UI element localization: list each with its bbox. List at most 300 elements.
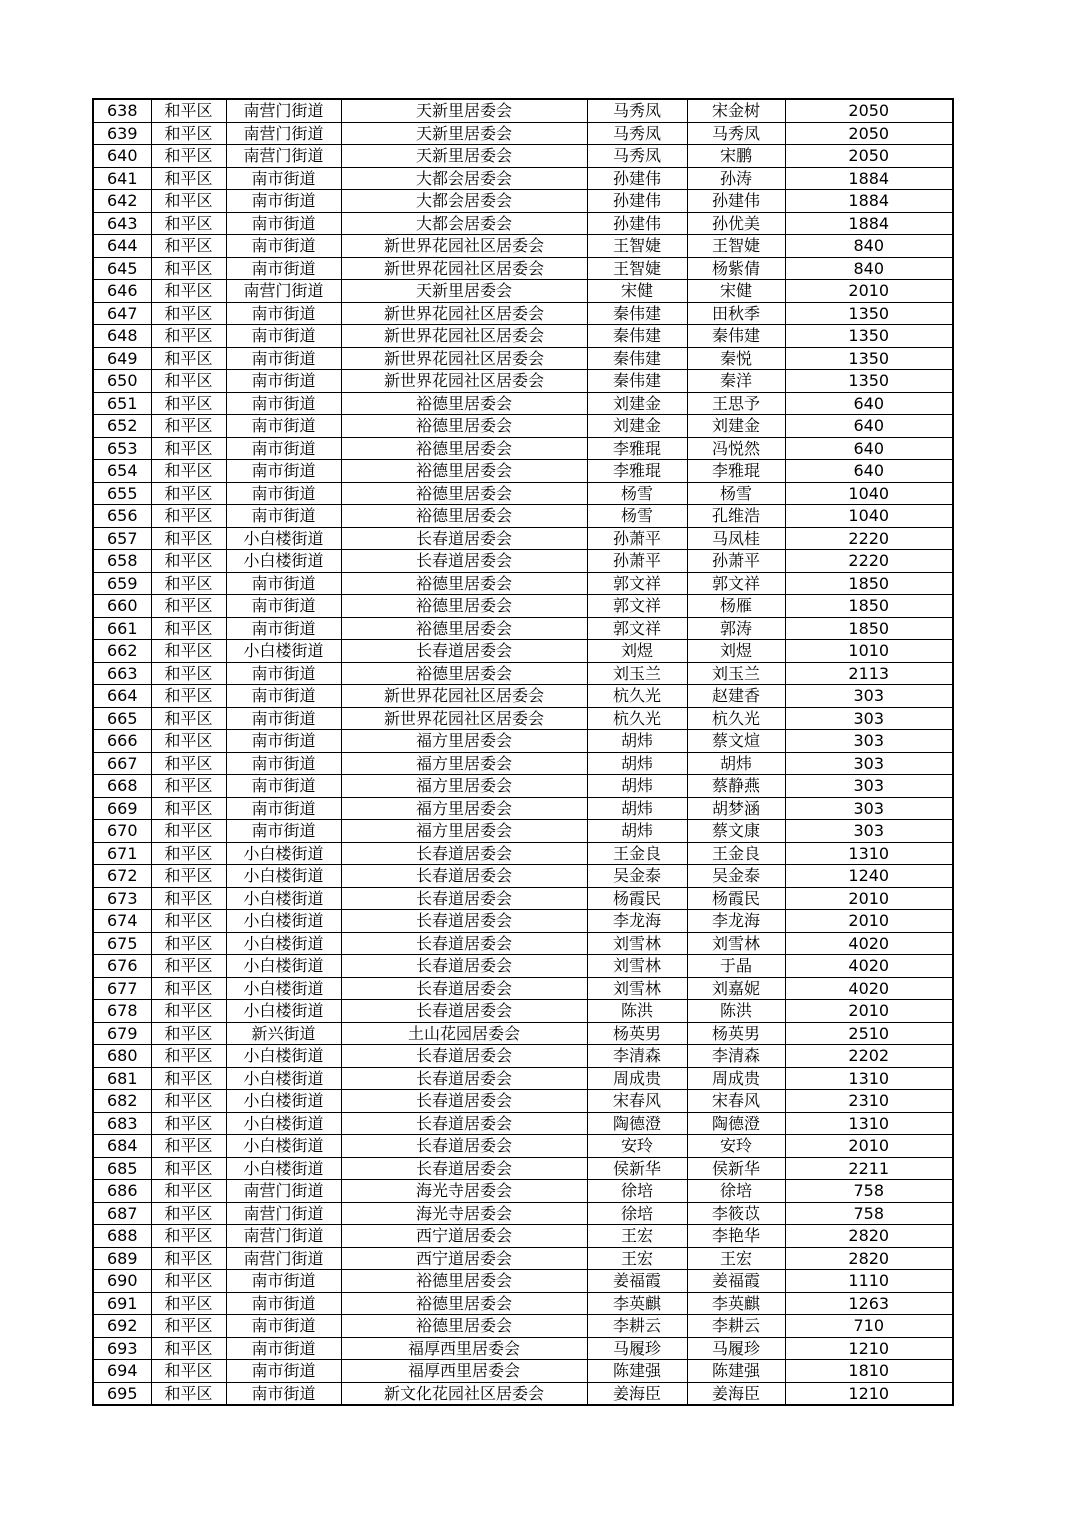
amount-cell: 1350 <box>785 302 953 325</box>
street-cell: 南市街道 <box>226 707 341 730</box>
street-cell: 小白楼街道 <box>226 955 341 978</box>
applicant-cell: 孙萧平 <box>587 527 687 550</box>
applicant-cell: 胡炜 <box>587 775 687 798</box>
member-cell: 杨霞民 <box>687 887 785 910</box>
row-number-cell: 639 <box>93 122 151 145</box>
applicant-cell: 宋健 <box>587 280 687 303</box>
member-cell: 姜海臣 <box>687 1382 785 1405</box>
amount-cell: 303 <box>785 797 953 820</box>
row-number-cell: 668 <box>93 775 151 798</box>
committee-cell: 新世界花园社区居委会 <box>341 257 587 280</box>
row-number-cell: 679 <box>93 1022 151 1045</box>
row-number-cell: 669 <box>93 797 151 820</box>
row-number-cell: 667 <box>93 752 151 775</box>
committee-cell: 长春道居委会 <box>341 887 587 910</box>
amount-cell: 758 <box>785 1202 953 1225</box>
applicant-cell: 王智婕 <box>587 257 687 280</box>
street-cell: 南市街道 <box>226 662 341 685</box>
table-row <box>93 595 953 618</box>
row-number-cell: 682 <box>93 1090 151 1113</box>
table-row <box>93 235 953 258</box>
amount-cell: 2050 <box>785 145 953 168</box>
applicant-cell: 陈洪 <box>587 1000 687 1023</box>
member-cell: 郭文祥 <box>687 572 785 595</box>
district-cell: 和平区 <box>151 910 226 933</box>
amount-cell: 840 <box>785 257 953 280</box>
amount-cell: 2211 <box>785 1157 953 1180</box>
applicant-cell: 秦伟建 <box>587 325 687 348</box>
member-cell: 李英麒 <box>687 1292 785 1315</box>
applicant-cell: 孙建伟 <box>587 212 687 235</box>
applicant-cell: 郭文祥 <box>587 572 687 595</box>
applicant-cell: 秦伟建 <box>587 370 687 393</box>
committee-cell: 西宁道居委会 <box>341 1225 587 1248</box>
district-cell: 和平区 <box>151 235 226 258</box>
row-number-cell: 680 <box>93 1045 151 1068</box>
street-cell: 南市街道 <box>226 730 341 753</box>
committee-cell: 福厚西里居委会 <box>341 1337 587 1360</box>
row-number-cell: 688 <box>93 1225 151 1248</box>
committee-cell: 福方里居委会 <box>341 775 587 798</box>
table-row <box>93 550 953 573</box>
committee-cell: 裕德里居委会 <box>341 437 587 460</box>
committee-cell: 长春道居委会 <box>341 865 587 888</box>
table-row <box>93 820 953 843</box>
amount-cell: 758 <box>785 1180 953 1203</box>
row-number-cell: 685 <box>93 1157 151 1180</box>
member-cell: 侯新华 <box>687 1157 785 1180</box>
row-number-cell: 687 <box>93 1202 151 1225</box>
member-cell: 蔡静燕 <box>687 775 785 798</box>
district-cell: 和平区 <box>151 1247 226 1270</box>
street-cell: 南市街道 <box>226 325 341 348</box>
district-cell: 和平区 <box>151 775 226 798</box>
district-cell: 和平区 <box>151 1000 226 1023</box>
committee-cell: 裕德里居委会 <box>341 662 587 685</box>
table-row <box>93 167 953 190</box>
member-cell: 王宏 <box>687 1247 785 1270</box>
row-number-cell: 663 <box>93 662 151 685</box>
street-cell: 小白楼街道 <box>226 910 341 933</box>
table-row <box>93 1202 953 1225</box>
member-cell: 李雅琨 <box>687 460 785 483</box>
street-cell: 南市街道 <box>226 752 341 775</box>
amount-cell: 1850 <box>785 595 953 618</box>
committee-cell: 裕德里居委会 <box>341 482 587 505</box>
amount-cell: 1310 <box>785 1067 953 1090</box>
street-cell: 小白楼街道 <box>226 550 341 573</box>
district-cell: 和平区 <box>151 662 226 685</box>
row-number-cell: 649 <box>93 347 151 370</box>
street-cell: 南营门街道 <box>226 1225 341 1248</box>
district-cell: 和平区 <box>151 1067 226 1090</box>
amount-cell: 2113 <box>785 662 953 685</box>
table-row <box>93 212 953 235</box>
district-cell: 和平区 <box>151 1022 226 1045</box>
applicant-cell: 刘建金 <box>587 392 687 415</box>
street-cell: 南营门街道 <box>226 99 341 122</box>
member-cell: 杨雪 <box>687 482 785 505</box>
row-number-cell: 664 <box>93 685 151 708</box>
street-cell: 南市街道 <box>226 572 341 595</box>
member-cell: 杭久光 <box>687 707 785 730</box>
applicant-cell: 杭久光 <box>587 707 687 730</box>
applicant-cell: 马履珍 <box>587 1337 687 1360</box>
district-cell: 和平区 <box>151 1157 226 1180</box>
member-cell: 田秋季 <box>687 302 785 325</box>
member-cell: 王金良 <box>687 842 785 865</box>
table-row <box>93 1315 953 1338</box>
row-number-cell: 689 <box>93 1247 151 1270</box>
table-row <box>93 617 953 640</box>
member-cell: 秦悦 <box>687 347 785 370</box>
amount-cell: 2010 <box>785 280 953 303</box>
amount-cell: 2310 <box>785 1090 953 1113</box>
committee-cell: 长春道居委会 <box>341 1045 587 1068</box>
applicant-cell: 李龙海 <box>587 910 687 933</box>
amount-cell: 2202 <box>785 1045 953 1068</box>
amount-cell: 2010 <box>785 887 953 910</box>
street-cell: 南市街道 <box>226 302 341 325</box>
street-cell: 南市街道 <box>226 1315 341 1338</box>
street-cell: 南营门街道 <box>226 1202 341 1225</box>
table-row <box>93 1045 953 1068</box>
table-row <box>93 122 953 145</box>
committee-cell: 西宁道居委会 <box>341 1247 587 1270</box>
committee-cell: 长春道居委会 <box>341 1135 587 1158</box>
committee-cell: 土山花园居委会 <box>341 1022 587 1045</box>
member-cell: 蔡文康 <box>687 820 785 843</box>
member-cell: 陶德澄 <box>687 1112 785 1135</box>
committee-cell: 裕德里居委会 <box>341 1292 587 1315</box>
amount-cell: 1884 <box>785 212 953 235</box>
row-number-cell: 672 <box>93 865 151 888</box>
applicant-cell: 秦伟建 <box>587 302 687 325</box>
table-body <box>93 99 953 1405</box>
committee-cell: 裕德里居委会 <box>341 1315 587 1338</box>
table-row <box>93 1382 953 1405</box>
applicant-cell: 宋春风 <box>587 1090 687 1113</box>
amount-cell: 2010 <box>785 1000 953 1023</box>
district-cell: 和平区 <box>151 460 226 483</box>
committee-cell: 长春道居委会 <box>341 640 587 663</box>
committee-cell: 裕德里居委会 <box>341 460 587 483</box>
row-number-cell: 643 <box>93 212 151 235</box>
district-cell: 和平区 <box>151 977 226 1000</box>
street-cell: 小白楼街道 <box>226 977 341 1000</box>
committee-cell: 新世界花园社区居委会 <box>341 302 587 325</box>
amount-cell: 1850 <box>785 617 953 640</box>
district-cell: 和平区 <box>151 752 226 775</box>
street-cell: 南市街道 <box>226 797 341 820</box>
district-cell: 和平区 <box>151 302 226 325</box>
district-cell: 和平区 <box>151 1337 226 1360</box>
row-number-cell: 656 <box>93 505 151 528</box>
row-number-cell: 644 <box>93 235 151 258</box>
committee-cell: 新世界花园社区居委会 <box>341 235 587 258</box>
applicant-cell: 王宏 <box>587 1247 687 1270</box>
applicant-cell: 李雅琨 <box>587 437 687 460</box>
district-cell: 和平区 <box>151 482 226 505</box>
district-cell: 和平区 <box>151 145 226 168</box>
table-row <box>93 347 953 370</box>
applicant-cell: 刘煜 <box>587 640 687 663</box>
applicant-cell: 胡炜 <box>587 797 687 820</box>
committee-cell: 大都会居委会 <box>341 190 587 213</box>
table-row <box>93 527 953 550</box>
row-number-cell: 653 <box>93 437 151 460</box>
street-cell: 小白楼街道 <box>226 842 341 865</box>
table-row <box>93 1180 953 1203</box>
applicant-cell: 郭文祥 <box>587 617 687 640</box>
member-cell: 吴金泰 <box>687 865 785 888</box>
district-cell: 和平区 <box>151 1112 226 1135</box>
table-row <box>93 662 953 685</box>
street-cell: 小白楼街道 <box>226 1112 341 1135</box>
applicant-cell: 姜福霞 <box>587 1270 687 1293</box>
district-cell: 和平区 <box>151 1045 226 1068</box>
member-cell: 孔维浩 <box>687 505 785 528</box>
member-cell: 李龙海 <box>687 910 785 933</box>
amount-cell: 640 <box>785 437 953 460</box>
district-cell: 和平区 <box>151 1225 226 1248</box>
row-number-cell: 659 <box>93 572 151 595</box>
district-cell: 和平区 <box>151 595 226 618</box>
member-cell: 李筱苡 <box>687 1202 785 1225</box>
table-row <box>93 392 953 415</box>
street-cell: 南市街道 <box>226 415 341 438</box>
member-cell: 周成贵 <box>687 1067 785 1090</box>
district-cell: 和平区 <box>151 572 226 595</box>
street-cell: 南市街道 <box>226 1270 341 1293</box>
committee-cell: 长春道居委会 <box>341 527 587 550</box>
member-cell: 王思予 <box>687 392 785 415</box>
amount-cell: 640 <box>785 460 953 483</box>
amount-cell: 710 <box>785 1315 953 1338</box>
table-row <box>93 257 953 280</box>
row-number-cell: 650 <box>93 370 151 393</box>
district-cell: 和平区 <box>151 257 226 280</box>
amount-cell: 2820 <box>785 1247 953 1270</box>
table-row <box>93 1292 953 1315</box>
street-cell: 南营门街道 <box>226 1180 341 1203</box>
row-number-cell: 665 <box>93 707 151 730</box>
district-cell: 和平区 <box>151 820 226 843</box>
district-cell: 和平区 <box>151 550 226 573</box>
street-cell: 南市街道 <box>226 617 341 640</box>
district-cell: 和平区 <box>151 1292 226 1315</box>
amount-cell: 1884 <box>785 190 953 213</box>
street-cell: 南市街道 <box>226 235 341 258</box>
applicant-cell: 王宏 <box>587 1225 687 1248</box>
committee-cell: 长春道居委会 <box>341 842 587 865</box>
row-number-cell: 666 <box>93 730 151 753</box>
district-cell: 和平区 <box>151 797 226 820</box>
district-cell: 和平区 <box>151 1270 226 1293</box>
committee-cell: 天新里居委会 <box>341 145 587 168</box>
row-number-cell: 651 <box>93 392 151 415</box>
member-cell: 杨雁 <box>687 595 785 618</box>
row-number-cell: 654 <box>93 460 151 483</box>
member-cell: 刘嘉妮 <box>687 977 785 1000</box>
district-cell: 和平区 <box>151 347 226 370</box>
street-cell: 小白楼街道 <box>226 865 341 888</box>
street-cell: 南市街道 <box>226 370 341 393</box>
applicant-cell: 李英麒 <box>587 1292 687 1315</box>
row-number-cell: 658 <box>93 550 151 573</box>
applicant-cell: 郭文祥 <box>587 595 687 618</box>
committee-cell: 新世界花园社区居委会 <box>341 707 587 730</box>
member-cell: 徐培 <box>687 1180 785 1203</box>
table-row <box>93 415 953 438</box>
table-row <box>93 99 953 122</box>
amount-cell: 1310 <box>785 842 953 865</box>
table-row <box>93 797 953 820</box>
member-cell: 宋金树 <box>687 99 785 122</box>
member-cell: 郭涛 <box>687 617 785 640</box>
amount-cell: 1850 <box>785 572 953 595</box>
applicant-cell: 孙萧平 <box>587 550 687 573</box>
applicant-cell: 刘雪林 <box>587 955 687 978</box>
district-cell: 和平区 <box>151 437 226 460</box>
district-cell: 和平区 <box>151 167 226 190</box>
row-number-cell: 693 <box>93 1337 151 1360</box>
row-number-cell: 648 <box>93 325 151 348</box>
district-cell: 和平区 <box>151 1202 226 1225</box>
applicant-cell: 杨雪 <box>587 505 687 528</box>
district-cell: 和平区 <box>151 527 226 550</box>
table-row <box>93 325 953 348</box>
committee-cell: 福方里居委会 <box>341 820 587 843</box>
committee-cell: 福方里居委会 <box>341 752 587 775</box>
table-row <box>93 370 953 393</box>
data-table <box>92 98 954 1406</box>
street-cell: 小白楼街道 <box>226 640 341 663</box>
committee-cell: 裕德里居委会 <box>341 505 587 528</box>
amount-cell: 1310 <box>785 1112 953 1135</box>
street-cell: 新兴街道 <box>226 1022 341 1045</box>
district-cell: 和平区 <box>151 1360 226 1383</box>
member-cell: 李清森 <box>687 1045 785 1068</box>
table-row <box>93 1135 953 1158</box>
table-row <box>93 932 953 955</box>
member-cell: 秦洋 <box>687 370 785 393</box>
applicant-cell: 孙建伟 <box>587 190 687 213</box>
row-number-cell: 647 <box>93 302 151 325</box>
street-cell: 小白楼街道 <box>226 1000 341 1023</box>
table-row <box>93 482 953 505</box>
table-row <box>93 1000 953 1023</box>
committee-cell: 长春道居委会 <box>341 1112 587 1135</box>
street-cell: 南市街道 <box>226 212 341 235</box>
district-cell: 和平区 <box>151 325 226 348</box>
street-cell: 南市街道 <box>226 685 341 708</box>
row-number-cell: 694 <box>93 1360 151 1383</box>
row-number-cell: 652 <box>93 415 151 438</box>
district-cell: 和平区 <box>151 392 226 415</box>
applicant-cell: 李雅琨 <box>587 460 687 483</box>
member-cell: 孙建伟 <box>687 190 785 213</box>
committee-cell: 裕德里居委会 <box>341 572 587 595</box>
member-cell: 刘煜 <box>687 640 785 663</box>
district-cell: 和平区 <box>151 415 226 438</box>
table-row <box>93 302 953 325</box>
committee-cell: 裕德里居委会 <box>341 1270 587 1293</box>
street-cell: 南市街道 <box>226 1382 341 1405</box>
applicant-cell: 孙建伟 <box>587 167 687 190</box>
applicant-cell: 王金良 <box>587 842 687 865</box>
amount-cell: 1810 <box>785 1360 953 1383</box>
table-row <box>93 910 953 933</box>
table-row <box>93 955 953 978</box>
committee-cell: 新世界花园社区居委会 <box>341 347 587 370</box>
member-cell: 刘雪林 <box>687 932 785 955</box>
committee-cell: 长春道居委会 <box>341 932 587 955</box>
street-cell: 南市街道 <box>226 505 341 528</box>
committee-cell: 天新里居委会 <box>341 280 587 303</box>
committee-cell: 长春道居委会 <box>341 1090 587 1113</box>
row-number-cell: 640 <box>93 145 151 168</box>
table-row <box>93 865 953 888</box>
member-cell: 陈建强 <box>687 1360 785 1383</box>
committee-cell: 海光寺居委会 <box>341 1180 587 1203</box>
district-cell: 和平区 <box>151 617 226 640</box>
amount-cell: 2220 <box>785 550 953 573</box>
committee-cell: 海光寺居委会 <box>341 1202 587 1225</box>
table-row <box>93 280 953 303</box>
district-cell: 和平区 <box>151 1135 226 1158</box>
committee-cell: 新世界花园社区居委会 <box>341 685 587 708</box>
committee-cell: 长春道居委会 <box>341 910 587 933</box>
member-cell: 马秀凤 <box>687 122 785 145</box>
member-cell: 王智婕 <box>687 235 785 258</box>
street-cell: 南营门街道 <box>226 1247 341 1270</box>
amount-cell: 1884 <box>785 167 953 190</box>
amount-cell: 303 <box>785 685 953 708</box>
row-number-cell: 675 <box>93 932 151 955</box>
street-cell: 小白楼街道 <box>226 527 341 550</box>
applicant-cell: 安玲 <box>587 1135 687 1158</box>
member-cell: 杨英男 <box>687 1022 785 1045</box>
row-number-cell: 638 <box>93 99 151 122</box>
amount-cell: 1040 <box>785 505 953 528</box>
row-number-cell: 691 <box>93 1292 151 1315</box>
district-cell: 和平区 <box>151 280 226 303</box>
member-cell: 赵建香 <box>687 685 785 708</box>
amount-cell: 1010 <box>785 640 953 663</box>
district-cell: 和平区 <box>151 1180 226 1203</box>
applicant-cell: 王智婕 <box>587 235 687 258</box>
applicant-cell: 秦伟建 <box>587 347 687 370</box>
district-cell: 和平区 <box>151 640 226 663</box>
street-cell: 小白楼街道 <box>226 1135 341 1158</box>
table-row <box>93 1270 953 1293</box>
amount-cell: 1350 <box>785 370 953 393</box>
row-number-cell: 692 <box>93 1315 151 1338</box>
district-cell: 和平区 <box>151 505 226 528</box>
amount-cell: 303 <box>785 820 953 843</box>
street-cell: 南市街道 <box>226 1337 341 1360</box>
row-number-cell: 646 <box>93 280 151 303</box>
member-cell: 宋健 <box>687 280 785 303</box>
table-row <box>93 1247 953 1270</box>
row-number-cell: 657 <box>93 527 151 550</box>
applicant-cell: 陶德澄 <box>587 1112 687 1135</box>
applicant-cell: 杨雪 <box>587 482 687 505</box>
row-number-cell: 678 <box>93 1000 151 1023</box>
committee-cell: 大都会居委会 <box>341 212 587 235</box>
applicant-cell: 胡炜 <box>587 820 687 843</box>
